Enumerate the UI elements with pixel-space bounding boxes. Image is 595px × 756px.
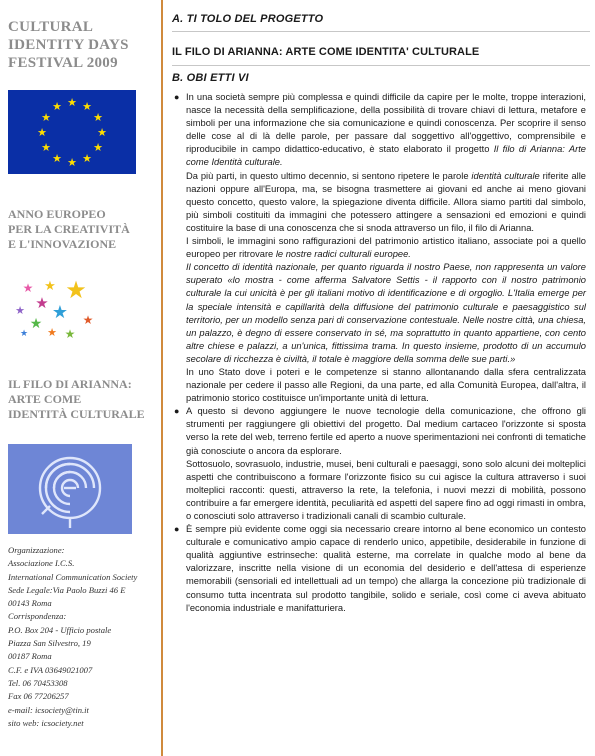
paragraph: Sottosuolo, sovrasuolo, industrie, musei, beni culturali e paesaggi, sono solo alcuni dei molteplici aspetti che contribuiscono a formare l'orizzonte fisico su cui agisce la cultura attraverso i suoi molteplici racconti: questi, attraverso la rete, la telefonia, i nuovi mezzi di mobilità, possono contribuire a far emergere identità, peculiarità ed aspetti del sapere fino ad oggi rimasti in ombra, o conosciuti solo attraverso i tradizionali canali di scambio culturale.	[186, 458, 586, 521]
bullet-item	[172, 523, 586, 615]
project-title: IL FILO DI ARIANNA: ARTE COME IDENTITA' CULTURALE	[172, 46, 480, 58]
text: I simboli, le immagini sono raffigurazioni del patrimonio artistico italiano, associate poi a quello europeo per ritrovare	[186, 236, 586, 260]
paragraph	[186, 170, 586, 235]
svg-text:★: ★	[93, 111, 103, 124]
svg-text:★: ★	[15, 304, 25, 317]
svg-text:★: ★	[64, 327, 76, 341]
labyrinth-icon	[8, 444, 132, 534]
text: Da più parti, in questo ultimo decennio, si sentono ripetere le parole	[186, 170, 472, 181]
svg-text:★: ★	[65, 276, 87, 304]
org-line: Fax 06 77206257	[8, 691, 69, 702]
organization-info	[8, 544, 156, 730]
project-side-title: IL FILO DI ARIANNA: ARTE COME IDENTITÀ CULTURALE	[8, 377, 145, 421]
bullet-item	[172, 405, 586, 523]
creativity-stars-logo	[6, 270, 106, 344]
paragraph: È sempre più evidente come oggi sia necessario creare intorno al bene economico un contesto culturale e comunicativo ampio capace di renderlo unico, appetibile, desiderabile in funzione di qualità aggiuntive estrinseche: qualità esterne, ma correlate in qualche modo al bene da valorizzare, inscritte nella visione di un economia del desiderio e dell'attesa di esperienze memorabili (sensoriali ed intellettuali ad un tempo) che allarga la concezione più tradizionale di consumo tutta incentrata sul prodotto tangibile, solido e seriale, così come ci aveva abituato l'economia industriale e manifatturiera.	[186, 524, 586, 613]
paragraph: A questo si devono aggiungere le nuove tecnologie della comunicazione, che offrono gli strumenti per raggiungere gli obiettivi del progetto. Dal medium cartaceo l'orizzonte si sposta verso la rete del web, terreno fertile ed aperto a nuove sperimentazioni nei confronti di tematiche già conosciute o ancora da esplorare.	[186, 406, 586, 456]
svg-text:★: ★	[41, 111, 51, 124]
text: In una società sempre più complessa e quindi difficile da capire per le molte, troppe interazioni, nasce la necessità della semplificazione, della possibilità di trovare chiavi di lettura, metafore e simboli per una informazione che sia comunicazione e quindi conoscenza. Per scoprire il senso delle cose al di là delle parole, per passare dal soggettivo all'oggettivo, comprensibile e riproducibile in campo didattico-educativo, è stato elaborato il progetto	[186, 92, 586, 155]
bullet-icon: ●	[174, 524, 180, 535]
emphasis: Il filo di Arianna: Arte come Identità culturale.	[186, 144, 586, 168]
sidebar	[0, 0, 150, 756]
paragraph	[186, 235, 586, 261]
svg-text:★: ★	[47, 326, 57, 339]
emphasis: identità culturale	[471, 170, 540, 181]
paragraph	[186, 91, 586, 170]
section-b-heading: B. OBI ETTI VI	[172, 72, 249, 84]
svg-text:★: ★	[82, 313, 94, 327]
column-divider	[161, 0, 163, 756]
emphasis: le nostre radici culturali europee.	[275, 249, 411, 260]
svg-text:★: ★	[41, 141, 51, 154]
bullet-item	[172, 91, 586, 405]
eu-flag-icon	[8, 90, 136, 174]
svg-text:★: ★	[93, 141, 103, 154]
svg-text:★: ★	[82, 100, 92, 113]
org-line: International Communication Society	[8, 571, 138, 582]
svg-text:★: ★	[22, 281, 34, 295]
festival-title: CULTURAL IDENTITY DAYS FESTIVAL 2009	[8, 19, 129, 71]
svg-text:★: ★	[97, 126, 107, 139]
svg-text:★: ★	[82, 152, 92, 165]
paragraph: In uno Stato dove i poteri e le competenze si stanno allontanando dalla sfera centralizzata nazionale per cedere il passo alle Regioni, da una parte, ed alla Comunità Europea, dall'altra, il patrimonio storico costituisce un'importante unità di lettura.	[186, 366, 586, 404]
org-line: P.O. Box 204 - Ufficio postale	[8, 624, 112, 635]
bullet-icon: ●	[174, 92, 180, 102]
org-line: sito web: icsociety.net	[8, 717, 84, 728]
svg-text:★: ★	[52, 152, 62, 165]
svg-text:★: ★	[44, 279, 56, 294]
svg-text:★: ★	[67, 96, 77, 109]
section-a-heading: A. TI TOLO DEL PROGETTO	[172, 13, 324, 25]
org-line: e-mail: icsociety@tin.it	[8, 704, 89, 715]
org-line: Tel. 06 70453308	[8, 677, 68, 688]
org-line: C.F. e IVA 03649021007	[8, 664, 93, 675]
text: riferite alle nazioni oppure all'Europa, ma, se bisogna trasmettere ai giovani ed anche ai meno giovani questo concetto, questo valore, la spiegazione diventa difficile. Allora siamo partiti dal simbolo, più simboli costituiti da immagini che potessero attingere a sensazioni ed emozioni e quindi costituire la base di una conoscenza che si snoda attraverso un filo, il filo di Arianna.	[186, 170, 586, 233]
svg-text:★: ★	[67, 156, 77, 169]
svg-text:★: ★	[29, 316, 43, 332]
org-line: 00187 Roma	[8, 651, 52, 662]
org-line: Organizzazione:	[8, 545, 65, 555]
org-line: Corrispondenza:	[8, 611, 67, 622]
divider-line	[172, 65, 590, 66]
svg-text:★: ★	[51, 302, 69, 323]
european-year-title: ANNO EUROPEO PER LA CREATIVITÀ E L'INNOVAZIONE	[8, 207, 130, 251]
divider-line	[172, 31, 590, 32]
svg-text:★: ★	[52, 100, 62, 113]
svg-text:★: ★	[37, 126, 47, 139]
org-line: 00143 Roma	[8, 598, 52, 609]
org-line: Associazione I.C.S.	[8, 558, 75, 569]
bullet-icon: ●	[174, 406, 180, 417]
svg-text:★: ★	[19, 329, 29, 339]
quote-paragraph: Il concetto di identità nazionale, per quanto riguarda il nostro Paese, non rappresenta un valore superato «lo mostra - come afferma Salvatore Settis - il rapporto con il nostro patrimonio culturale la cui unicità è per gli italiani motivo di identificazione e di orgoglio. L'Italia emerge per la speciale intensità e capillarità della diffusione del patrimonio culturale e paesaggistico sul territorio, per un modello senza pari di conservazione contestuale. Nelle nostre città, una chiesa, un palazzo, è degno di essere conservato in sé, ma soprattutto in quanto appartiene, con cento altre chiese e palazzi, a un'unica, fittissima trama. In questo insieme, prodotto di un accumulo secolare di ricchezza è civiltà, il totale è maggiore della somma delle sue parti.»	[186, 262, 586, 364]
org-line: Sede Legale:Via Paolo Buzzi 46 E	[8, 584, 126, 595]
svg-text:★: ★	[35, 294, 49, 312]
org-line: Piazza San Silvestro, 19	[8, 638, 91, 649]
objectives-body	[172, 91, 586, 615]
